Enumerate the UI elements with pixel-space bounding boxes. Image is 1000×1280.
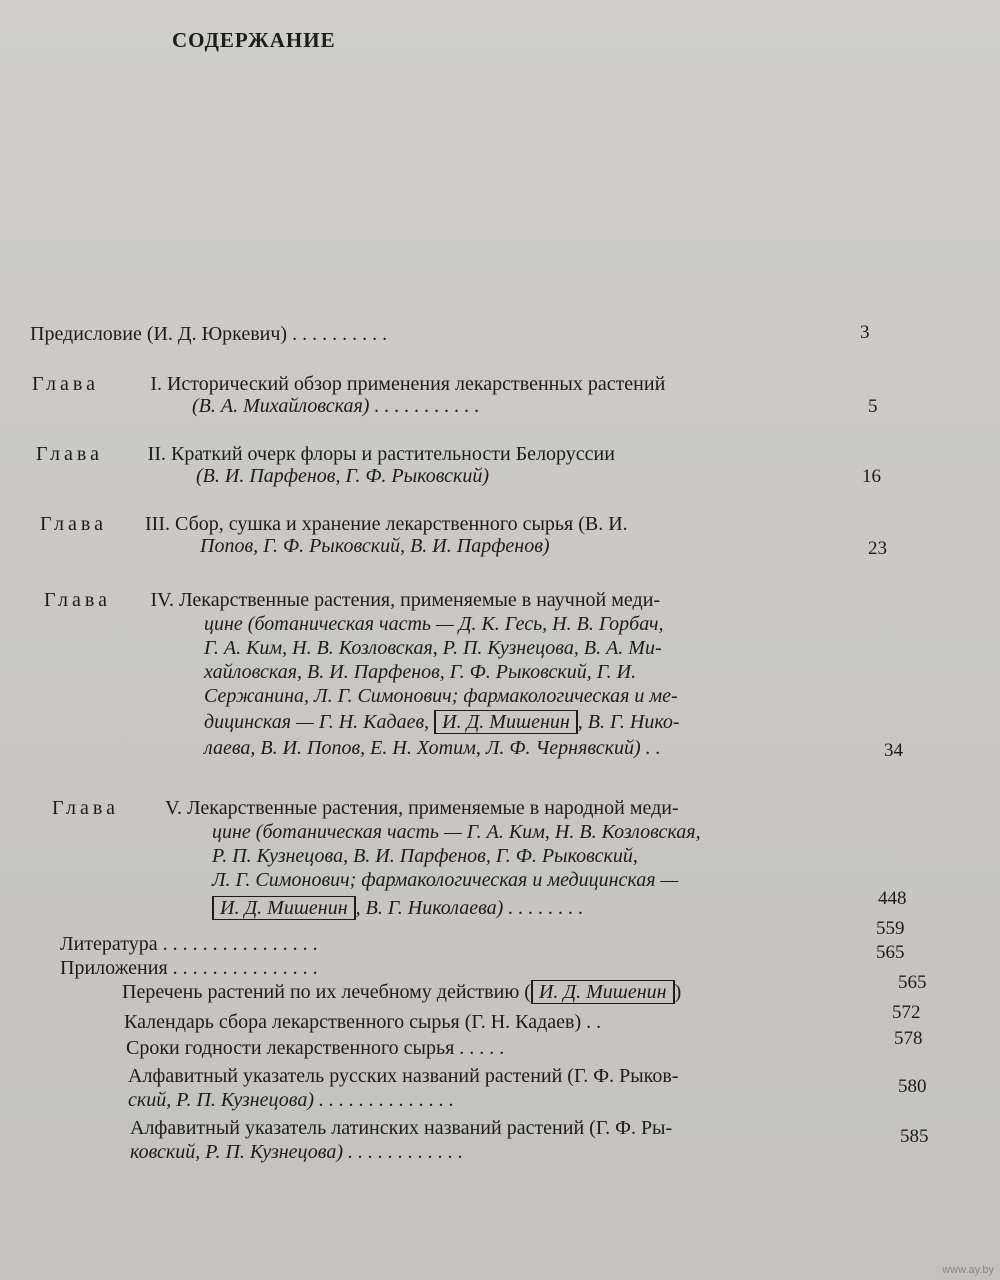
toc-entry-text: Алфавитный указатель латинских названий растений (Г. Ф. Ры- — [130, 1117, 673, 1139]
toc-entry-continuation — [212, 844, 638, 868]
toc-entry-text: Исторический обзор применения лекарственных растений — [166, 373, 666, 395]
boxed-author-name: И. Д. Мишенин — [531, 980, 675, 1004]
chapter-number: V. — [165, 797, 182, 819]
toc-entry-continuation — [204, 636, 662, 660]
chapter-number: IV. — [150, 589, 174, 611]
toc-entry-text: Сбор, сушка и хранение лекарственного сырья (В. И. — [174, 513, 628, 535]
toc-entry-line: цине (ботаническая часть — Д. К. Гесь, Н. В. Горбач, — [204, 613, 664, 635]
toc-entry-continuation — [204, 736, 661, 760]
page-title: СОДЕРЖАНИЕ — [172, 28, 336, 52]
toc-entry-text: Лекарственные растения, применяемые в народной меди- — [186, 797, 679, 819]
toc-entry-text: Предисловие (И. Д. Юркевич) . . . . . . . . . . — [30, 323, 388, 345]
toc-entry-text: Приложения . . . . . . . . . . . . . . . — [60, 957, 318, 979]
toc-entry-continuation — [204, 612, 664, 636]
toc-page-number: 578 — [894, 1028, 923, 1049]
toc-page-number: 565 — [876, 942, 905, 963]
toc-entry-line: Сержанина, Л. Г. Симонович; фармакологическая и ме- — [204, 685, 678, 707]
chapter-number: II. — [147, 443, 166, 465]
toc-entry-appendix-1 — [122, 980, 681, 1004]
toc-entry-continuation — [204, 710, 680, 734]
toc-entry-appendix-3 — [126, 1036, 504, 1060]
toc-page-number: 34 — [884, 740, 903, 761]
toc-entry-authors: (В. И. Парфенов, Г. Ф. Рыковский) — [196, 465, 490, 487]
toc-entry-chapter-4 — [44, 588, 660, 612]
toc-entry-line: Г. А. Ким, Н. В. Козловская, Р. П. Кузнецова, В. А. Ми- — [204, 637, 662, 659]
chapter-label: Глава — [52, 797, 119, 819]
boxed-author-name: И. Д. Мишенин — [212, 896, 356, 920]
toc-page-number: 3 — [860, 322, 870, 343]
toc-page-number: 572 — [892, 1002, 921, 1023]
toc-entry-continuation — [212, 896, 583, 920]
toc-entry-authors: ковский, Р. П. Кузнецова) . . . . . . . . . . . . — [130, 1141, 463, 1163]
toc-page-number: 16 — [862, 466, 881, 487]
toc-page-number: 580 — [898, 1076, 927, 1097]
toc-entry-text: Сроки годности лекарственного сырья . . . . . — [126, 1037, 505, 1059]
toc-entry-line: Р. П. Кузнецова, В. И. Парфенов, Г. Ф. Рыковский, — [212, 845, 638, 867]
toc-entry-appendix-4 — [128, 1064, 678, 1088]
toc-entry-authors: ский, Р. П. Кузнецова) . . . . . . . . . . . . . . — [128, 1089, 454, 1111]
toc-entry-continuation — [204, 684, 678, 708]
toc-page-number: 565 — [898, 972, 927, 993]
toc-entry-continuation — [212, 820, 701, 844]
toc-entry-continuation — [128, 1088, 454, 1112]
toc-entry-continuation — [204, 660, 636, 684]
toc-entry-chapter-3 — [40, 512, 628, 536]
toc-entry-line: цине (ботаническая часть — Г. А. Ким, Н. В. Козловская, — [212, 821, 701, 843]
toc-entry-line: , В. Г. Нико- — [577, 711, 680, 733]
toc-entry-text: Литература . . . . . . . . . . . . . . . . — [60, 933, 318, 955]
chapter-label: Глава — [36, 443, 103, 465]
toc-entry-text: ) — [674, 981, 682, 1003]
chapter-label: Глава — [44, 589, 111, 611]
chapter-label: Глава — [32, 373, 99, 395]
toc-entry-continuation — [212, 868, 678, 892]
toc-entry-chapter-5 — [52, 796, 679, 820]
toc-entry-authors: (В. А. Михайловская) . . . . . . . . . . . — [192, 395, 480, 417]
toc-entry-appendix-2 — [124, 1010, 601, 1034]
toc-entry-line: дицинская — Г. Н. Кадаев, — [204, 711, 430, 733]
toc-entry-text: Лекарственные растения, применяемые в научной меди- — [178, 589, 661, 611]
toc-entry-text: Алфавитный указатель русских названий растений (Г. Ф. Рыков- — [128, 1065, 679, 1087]
chapter-label: Глава — [40, 513, 107, 535]
toc-entry-continuation — [192, 394, 479, 418]
toc-page-number: 448 — [878, 888, 907, 909]
toc-entry-literature — [60, 932, 318, 956]
toc-page-number: 585 — [900, 1126, 929, 1147]
toc-entry-line: лаева, В. И. Попов, Е. Н. Хотим, Л. Ф. Чернявский) . . — [204, 737, 661, 759]
toc-entry-text: Календарь сбора лекарственного сырья (Г. Н. Кадаев) . . — [124, 1011, 602, 1033]
boxed-author-name: И. Д. Мишенин — [434, 710, 578, 734]
watermark: www.ay.by — [942, 1264, 994, 1276]
toc-entry-continuation — [130, 1140, 463, 1164]
toc-entry-appendices — [60, 956, 318, 980]
toc-entry-line: хайловская, В. И. Парфенов, Г. Ф. Рыковский, Г. И. — [204, 661, 637, 683]
toc-page-number: 5 — [868, 396, 878, 417]
toc-entry-continuation — [200, 534, 550, 558]
toc-entry-line: Л. Г. Симонович; фармакологическая и медицинская — — [212, 869, 679, 891]
toc-entry-text: Краткий очерк флоры и растительности Белоруссии — [170, 443, 615, 465]
toc-page-number: 559 — [876, 918, 905, 939]
toc-entry-chapter-2 — [36, 442, 615, 466]
chapter-number: I. — [150, 373, 162, 395]
toc-entry-line: , В. Г. Николаева) . . . . . . . . — [355, 897, 584, 919]
toc-entry-text: Перечень растений по их лечебному действию ( — [122, 981, 531, 1003]
toc-entry-appendix-5 — [130, 1116, 672, 1140]
toc-entry-authors: Попов, Г. Ф. Рыковский, В. И. Парфенов) — [200, 535, 550, 557]
toc-entry-chapter-1 — [32, 372, 665, 396]
toc-entry-preface — [30, 322, 387, 346]
toc-page-number: 23 — [868, 538, 887, 559]
chapter-number: III. — [145, 513, 170, 535]
toc-entry-continuation — [196, 464, 489, 488]
